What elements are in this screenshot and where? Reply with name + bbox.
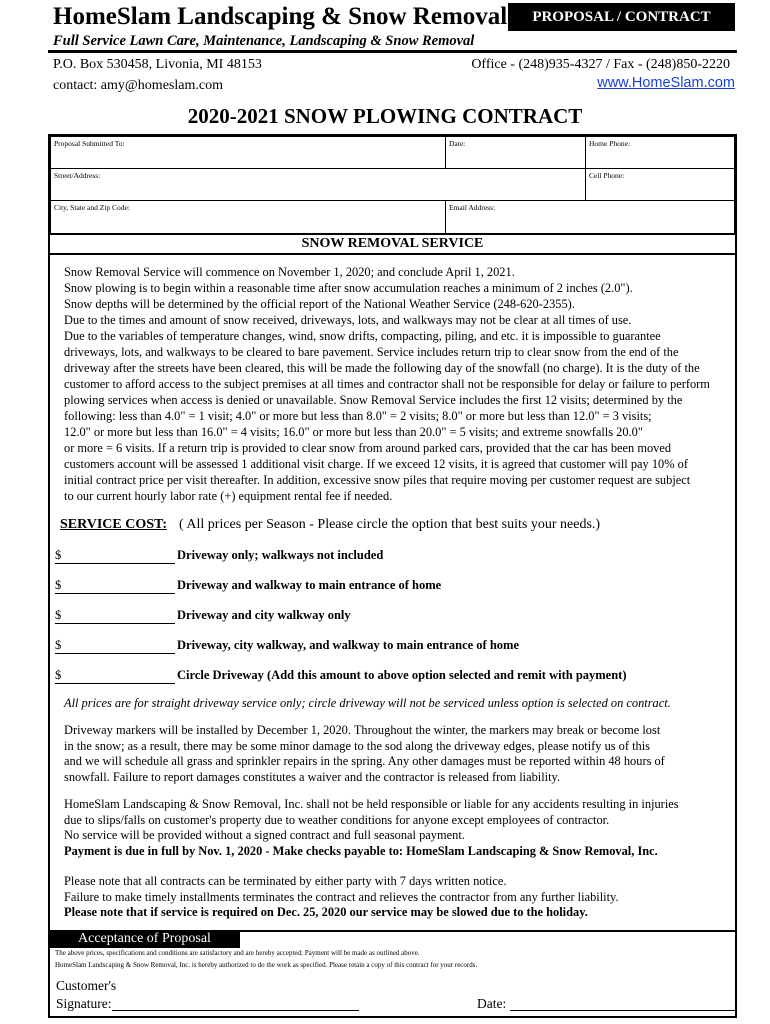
- tagline: Full Service Lawn Care, Maintenance, Landscaping & Snow Removal: [53, 33, 475, 49]
- email-field[interactable]: [445, 200, 735, 234]
- header-divider: [48, 50, 737, 53]
- contract-title: 2020-2021 SNOW PLOWING CONTRACT: [187, 104, 583, 128]
- liability-paragraph: [64, 797, 679, 859]
- date-field[interactable]: [445, 136, 586, 169]
- cell-phone-field[interactable]: [585, 168, 735, 201]
- website-link[interactable]: www.HomeSlam.com: [597, 75, 735, 91]
- price-blank[interactable]: $: [55, 577, 175, 594]
- option-label: Driveway only; walkways not included: [177, 548, 384, 562]
- field-label: Date:: [449, 139, 466, 148]
- cost-option[interactable]: [55, 667, 627, 684]
- option-label: Driveway, city walkway, and walkway to main entrance of home: [177, 638, 519, 652]
- city-field[interactable]: [50, 200, 446, 234]
- text-line: due to slips/falls on customer's property due to weather conditions for anyone except employees of contractor.: [64, 812, 610, 827]
- cost-option[interactable]: [55, 577, 441, 594]
- terms-line: Due to the variables of temperature changes, wind, snow drifts, compacting, piling, and etc. it is impossible to guarantee: [64, 329, 661, 343]
- date-label: Date:: [477, 996, 507, 1011]
- cost-option[interactable]: [55, 547, 383, 564]
- terms-line: driveways, lots, and walkways to be cleared to bare pavement. Service includes return trip to clear snow from the end of the: [64, 345, 679, 359]
- phone-numbers: Office - (248)935-4327 / Fax - (248)850-2220: [471, 57, 730, 72]
- mailing-address: P.O. Box 530458, Livonia, MI 48153: [53, 57, 262, 72]
- terms-line: Snow Removal Service will commence on November 1, 2020; and conclude April 1, 2021.: [64, 265, 515, 279]
- street-field[interactable]: [50, 168, 586, 201]
- signature-line[interactable]: [112, 1010, 359, 1011]
- service-cost-header: [60, 516, 600, 533]
- price-blank[interactable]: $: [55, 547, 175, 564]
- terms-line: Snow plowing is to begin within a reasonable time after snow accumulation reaches a minimum of 2 inches (2.0").: [64, 281, 633, 295]
- signature-label: Signature:: [56, 996, 112, 1011]
- text-line: HomeSlam Landscaping & Snow Removal, Inc. shall not be held responsible or liable for any accidents resulting in injuries: [64, 797, 679, 811]
- text-line: snowfall. Failure to report damages constitutes a waiver and the contractor is released from liability.: [64, 769, 561, 784]
- cost-option[interactable]: [55, 607, 351, 624]
- markers-paragraph: [64, 723, 665, 785]
- cost-instruction: ( All prices per Season - Please circle the option that best suits your needs.): [179, 517, 601, 532]
- home-phone-field[interactable]: [585, 136, 735, 169]
- driveway-note: All prices are for straight driveway service only; circle driveway will not be serviced unless option is selected on contract.: [64, 696, 671, 710]
- price-blank[interactable]: $: [55, 637, 175, 654]
- service-terms: [64, 264, 734, 504]
- field-label: City, State and Zip Code:: [54, 203, 130, 212]
- proposal-badge: PROPOSAL / CONTRACT: [508, 3, 735, 31]
- acceptance-heading: Acceptance of Proposal: [48, 930, 240, 948]
- price-blank[interactable]: $: [55, 667, 175, 684]
- text-line: No service will be provided without a signed contract and full seasonal payment.: [64, 828, 465, 843]
- terms-line: plowing services when access is denied or unavailable. Snow Removal Service includes the first 12 visits; determined by the: [64, 393, 683, 407]
- terms-line: initial contract price per visit thereafter. In addition, excessive snow piles that require moving per customer request are subject: [64, 473, 691, 487]
- terms-line: customer to afford access to the subject premises at all times and contractor shall not be responsible for delay or failure to perform: [64, 377, 710, 391]
- option-label: Circle Driveway (Add this amount to above option selected and remit with payment): [177, 668, 627, 682]
- field-label: Street/Address:: [54, 171, 101, 180]
- signature-date-line[interactable]: [510, 1010, 737, 1011]
- terms-line: customers account will be assessed 1 additional visit charge. If we exceed 12 visits, it is agreed that customer will pay 10% of: [64, 457, 688, 471]
- field-label: Email Address:: [449, 203, 496, 212]
- text-line: Please note that all contracts can be terminated by either party with 7 days written notice.: [64, 874, 507, 888]
- terms-line: to our current hourly labor rate (+) equipment rental fee if needed.: [64, 489, 393, 503]
- terms-line: Snow depths will be determined by the official report of the National Weather Service (248-620-2355).: [64, 297, 575, 311]
- terms-line: driveway after the streets have been cleared, this will be made the following day of the snowfall (no charge). It is the duty of the: [64, 361, 700, 375]
- text-line: Driveway markers will be installed by December 1, 2020. Throughout the winter, the markers may break or become lost: [64, 723, 661, 737]
- proposal-to-field[interactable]: [50, 136, 446, 169]
- service-cost-label: SERVICE COST:: [60, 517, 167, 532]
- field-label: Cell Phone:: [589, 171, 625, 180]
- text-line: Failure to make timely installments terminates the contract and relieves the contractor from any further liability.: [64, 889, 619, 904]
- terms-line: 12.0" or more but less than 16.0" = 4 visits; 16.0" or more but less than 20.0" = 5 visits; and extreme snowfalls 20.0": [64, 425, 643, 439]
- company-name: HomeSlam Landscaping & Snow Removal: [53, 3, 508, 30]
- customers-label: Customer's: [56, 978, 117, 993]
- holiday-notice: Please note that if service is required on Dec. 25, 2020 our service may be slowed due to the holiday.: [64, 905, 588, 920]
- terms-line: or more = 6 visits. If a return trip is provided to clear snow from around parked cars, provided that the car has been moved: [64, 441, 672, 455]
- text-line: and we will schedule all grass and sprinkler repairs in the spring. Any other damages must be reported within 48 hours of: [64, 754, 665, 769]
- contact-email: contact: amy@homeslam.com: [53, 78, 223, 93]
- field-label: Home Phone:: [589, 139, 631, 148]
- field-label: Proposal Submitted To:: [54, 139, 125, 148]
- text-line: in the snow; as a result, there may be some minor damage to the sod along the driveway edges, please notify us of this: [64, 738, 651, 753]
- cost-option[interactable]: [55, 637, 519, 654]
- terms-line: following: less than 4.0" = 1 visit; 4.0" or more but less than 8.0" = 2 visits; 8.0" or more but less than 12.0" = 3 visits;: [64, 409, 652, 423]
- terms-line: Due to the times and amount of snow received, driveways, lots, and walkways may not be clear at all times of use.: [64, 313, 632, 327]
- acceptance-text: The above prices, specifications and conditions are satisfactory and are hereby accepted; Payment will be made as outlined above.: [55, 949, 420, 957]
- acceptance-text: HomeSlam Landscaping & Snow Removal, Inc. is hereby authorized to do the work as specified. Please retain a copy of this contract for your records.: [55, 961, 478, 969]
- price-blank[interactable]: $: [55, 607, 175, 624]
- option-label: Driveway and walkway to main entrance of home: [177, 578, 442, 592]
- service-heading: SNOW REMOVAL SERVICE: [48, 233, 737, 255]
- termination-paragraph: [64, 874, 619, 921]
- option-label: Driveway and city walkway only: [177, 608, 351, 622]
- payment-terms: Payment is due in full by Nov. 1, 2020 - Make checks payable to: HomeSlam Landscaping & Snow Removal, Inc.: [64, 843, 658, 858]
